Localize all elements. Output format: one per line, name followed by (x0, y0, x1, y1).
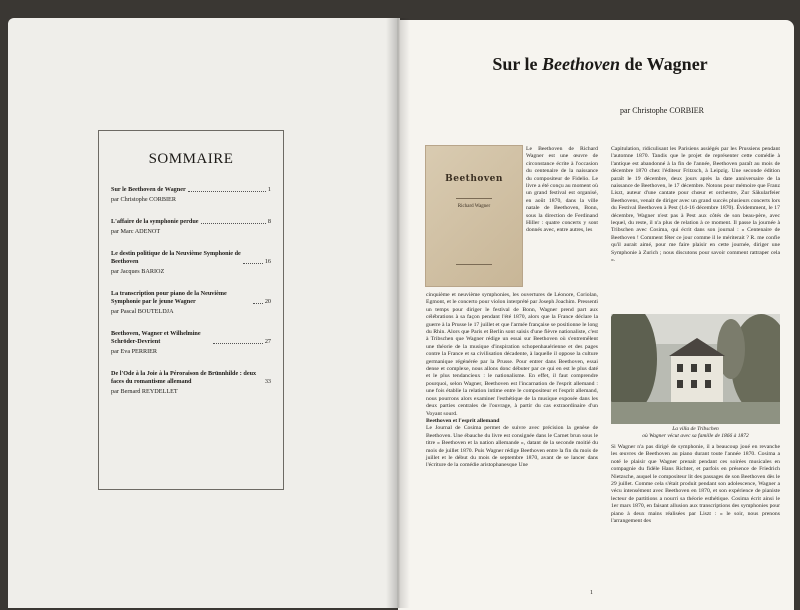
toc-entry-title: La transcription pour piano de la Neuvième Symphonie par le jeune Wagner (111, 290, 227, 305)
toc-entry-page: 1 (267, 186, 271, 193)
toc-entry-author: par Christophe CORBIER (111, 196, 176, 203)
toc-entry-page: 16 (264, 258, 271, 265)
paragraph: Le Beethoven de Richard Wagner est une œuvre de circonstance écrite à l'occasion du centenaire de la naissance du compositeur de Fidelio. Le livre a été conçu au moment où un grand festival est organisé, en août 1870, dans la ville natale de Beethoven, Bonn, sous la direction de Ferdinand Hiller : quatre concerts y sont donnés avec, entre autres, les (526, 146, 598, 234)
toc-entry-author: par Marc ADENOT (111, 228, 161, 235)
paragraph: Le Journal de Cosima permet de suivre avec précision la genèse de Beethoven. Une ébauche du livre est consignée dans le Carnet brun sous le titre « Beethoven et la nation allemande », datant de la seconde moitié du mois de juillet 1870. Puis Wagner rédige Beethoven entre la fin du mois de juillet et le début du mois de septembre 1870, avant de se lancer dans l'écriture de la comédie aristophanesque Une (426, 425, 598, 469)
article-title-part: Sur le (492, 54, 542, 74)
toc-entry-author: par Eva PERRIER (111, 348, 158, 355)
toc-title: SOMMAIRE (148, 151, 234, 167)
toc-entry-author: par Bernard REYDELLET (111, 388, 178, 395)
book-cover-title: Beethoven (445, 174, 503, 184)
toc-entry-author: par Jacques BARIOZ (111, 268, 165, 275)
paragraph: cinquième et neuvième symphonies, les ouvertures de Léonore, Coriolan, Egmont, et le concerto pour violon interprété par Joseph Joachim. Pressenti un temps pour diriger le festival de Bonn, Wagner prend part aux célébrations à sa façon pendant l'été 1870, alors que la France déclare la guerre à la Prusse le 17 juillet et que l'armée française se positionne le long du Rhin. Alors que Paris et Berlin sont saisis d'une fièvre nationaliste, c'est à Tribschen que Wagner rédige un essai sur Beethoven où s'entremêlent une théorie de la musique d'inspiration schopenhauérienne et des pages contre la France et sa civilisation décadente, à laquelle il oppose la culture germanique régénérée par la Prusse. Pour entrer dans Beethoven, essai dense et complexe, nous allons donc débuter par ce qui en est le plus daté et le plus tendancieux : le nationalisme. En effet, il faut comprendre pourquoi, selon Wagner, Beethoven est l'incarnation de l'esprit allemand : une fois établie la relation intime entre le compositeur et l'esprit allemand, nous pourrons alors examiner l'esthétique de la musique exposée dans les deux parties centrales de l'ouvrage, à partir du cas extraordinaire d'un Voyant sourd. (426, 292, 598, 417)
toc-entry-title: Le destin politique de la Neuvième Symphonie de Beethoven (111, 250, 241, 265)
column-1-top (526, 146, 598, 235)
toc-entry-author: par Pascal BOUTELDJA (111, 308, 174, 315)
toc-entry (111, 290, 271, 316)
book-cover-photo (426, 146, 522, 286)
article-byline: par Christophe CORBIER (620, 106, 704, 115)
page-number: 1 (590, 590, 593, 596)
column-2-bottom (611, 444, 780, 525)
column-2-top (611, 146, 780, 265)
toc-entry (111, 186, 271, 204)
toc-entry-page: 33 (264, 378, 271, 385)
column-1-main (426, 292, 598, 470)
toc-entry-title: Beethoven, Wagner et Wilhelmine Schröder-Devrient (111, 330, 201, 345)
paragraph: Capitulation, ridiculisant les Parisiens assiégés par les Prussiens pendant l'automne 1870. Tandis que le projet de représenter cette comédie à l'antique est abandonné à la fin de l'année, Beethoven paraît au mois de décembre 1870 chez l'éditeur Fritzsch, à Leipzig. Une seconde édition paraît le 19 décembre, deux jours après la date anniversaire de la naissance de Beethoven, le 17 décembre. Notons pour mémoire que Franz Liszt, auteur d'une cantate pour chœur et orchestre, Zur Säkularfeier Beethovens, venait de diriger avec un grand succès plusieurs concerts lors du Festival Beethoven à Pest (14-16 décembre 1870). Évidemment, le 17 décembre, Wagner n'est pas à Pest aux côtés de son beau-père, avec lequel, du reste, il n'a plus de relation à ce moment. Il passe la journée à Tribschen avec Cosima, qui écrit dans son journal : « Centenaire de Beethoven ! Comment fêter ce jour comme il le mériterait ? R. me confie qu'il aurait aimé, pour me faire plaisir en cette journée, diriger une Symphonie à Zurich ; nous discutons pour savoir comment rattraper cela ». (611, 146, 780, 264)
paragraph: Si Wagner n'a pas dirigé de symphonie, il a beaucoup joué en revanche les œuvres de Beethoven au piano durant toute l'année 1870. Cosima a noté le plaisir que Wagner prenait pendant ces soirées musicales en compagnie du fidèle Hans Richter, et parfois en présence de Friedrich Nietzsche, auquel le compositeur lit des passages de son Beethoven dès le 29 juillet. Comme cela s'était produit pendant son adolescence, Wagner a vécu intensément avec Beethoven en 1870, et son expérience de pianiste lecteur de partitions a nourri sa théorie esthétique. Cosima écrit ainsi le 1er mars 1870, en faisant allusion aux transcriptions des symphonies pour piano à deux mains réalisées par Liszt : « le soir, nous prenons l'arrangement des (611, 444, 780, 525)
article-title (420, 54, 780, 75)
toc-entry (111, 218, 271, 236)
article-title-italic: Beethoven (542, 54, 620, 74)
toc-entry-title: De l'Ode à la Joie à la Péroraison de Brünnhilde : deux faces du romantisme allemand (111, 370, 257, 385)
toc-entry (111, 330, 271, 356)
caption-line: La villa de Tribschen (672, 426, 719, 432)
toc-entry-page: 8 (267, 218, 271, 225)
toc-entry-title: L'affaire de la symphonie perdue (111, 218, 199, 225)
book-gutter (386, 18, 410, 608)
table-of-contents (98, 130, 284, 490)
book-cover-subtitle: Richard Wagner (457, 204, 491, 209)
toc-entry (111, 370, 271, 396)
toc-entry-title: Sur le Beethoven de Wagner (111, 186, 186, 193)
photo-caption (611, 426, 780, 440)
section-heading: Beethoven et l'esprit allemand (426, 417, 500, 424)
caption-line: où Wagner vécut avec sa famille de 1866 à 1872 (642, 433, 749, 439)
toc-entry-page: 20 (264, 298, 271, 305)
villa-photo (611, 314, 780, 424)
article-title-part: de Wagner (620, 54, 708, 74)
toc-entry-page: 27 (264, 338, 271, 345)
toc-entry (111, 250, 271, 276)
